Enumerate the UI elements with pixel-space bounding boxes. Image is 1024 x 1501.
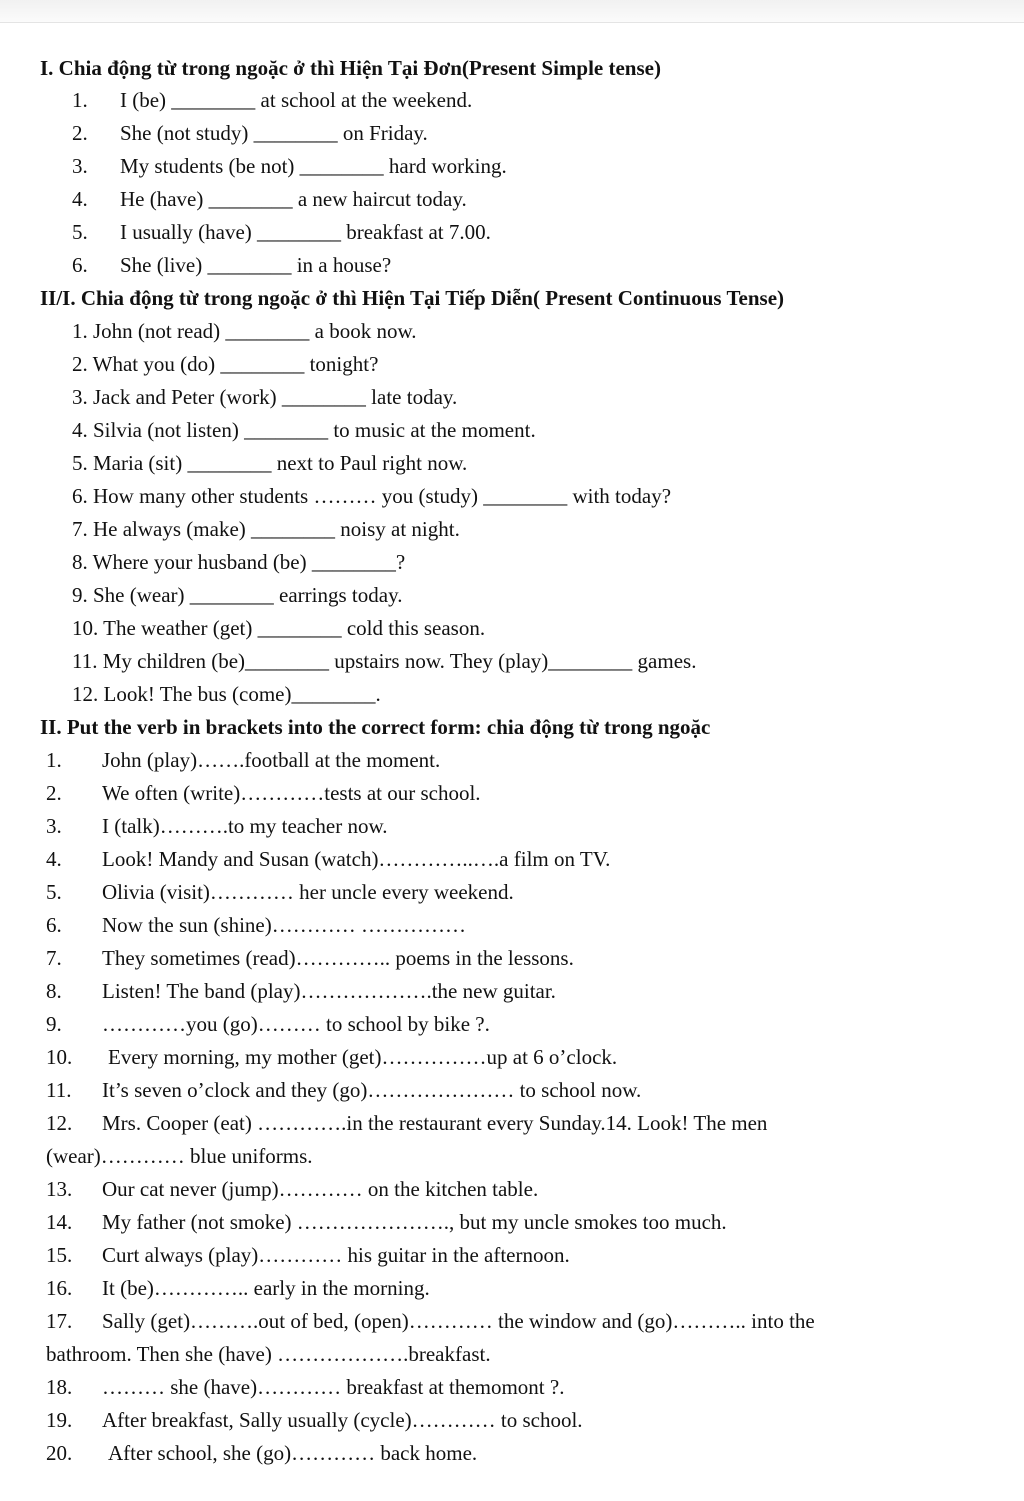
item-number: 9.: [46, 1012, 62, 1036]
item-number: 2.: [46, 781, 62, 805]
s2-item-7: 7. He always (make) ________ noisy at night.: [72, 517, 460, 541]
s2-item-8: 8. Where your husband (be) ________?: [72, 550, 406, 574]
item-number: 5.: [72, 220, 88, 244]
item-number: 1.: [46, 748, 62, 772]
item-number: 10.: [46, 1045, 73, 1069]
item-number: 18.: [46, 1375, 73, 1399]
s2-item-2: 2. What you (do) ________ tonight?: [72, 352, 379, 376]
s2-item-4: 4. Silvia (not listen) ________ to music at the moment.: [72, 418, 536, 442]
s2-item-12: 12. Look! The bus (come)________.: [72, 682, 381, 706]
item-text: Listen! The band (play)……………….the new guitar.: [102, 979, 556, 1003]
item-text: They sometimes (read)………….. poems in the lessons.: [102, 946, 574, 970]
item-number: 2.: [72, 121, 88, 145]
item-number: 7.: [46, 946, 62, 970]
item-text: After school, she (go)………… back home.: [108, 1441, 478, 1465]
item-text: She (live) ________ in a house?: [120, 253, 392, 277]
item-number: 5.: [46, 880, 62, 904]
item-number: 1.: [72, 88, 88, 112]
item-text: It (be)………….. early in the morning.: [102, 1276, 430, 1300]
item-text: John (play)…….football at the moment.: [102, 748, 441, 772]
s2-item-3: 3. Jack and Peter (work) ________ late today.: [72, 385, 458, 409]
item-text: My father (not smoke) …………………., but my uncle smokes too much.: [102, 1210, 727, 1234]
item-number: 15.: [46, 1243, 73, 1267]
item-number: 3.: [72, 154, 88, 178]
s2-item-10: 10. The weather (get) ________ cold this season.: [72, 616, 486, 640]
section-3-heading: II. Put the verb in brackets into the correct form: chia động từ trong ngoặc: [40, 715, 711, 739]
item-text: Olivia (visit)………… her uncle every weekend.: [102, 880, 514, 904]
item-text: Sally (get)……….out of bed, (open)………… the window and (go)……….. into the: [102, 1309, 815, 1333]
item-text: I (be) ________ at school at the weekend.: [120, 88, 473, 112]
item-text: …………you (go)……… to school by bike ?.: [102, 1012, 490, 1036]
item-number: 4.: [46, 847, 62, 871]
section-1-heading: I. Chia động từ trong ngoặc ở thì Hiện Tại Đơn(Present Simple tense): [40, 56, 661, 80]
item-number: 13.: [46, 1177, 73, 1201]
item-number: 3.: [46, 814, 62, 838]
item-number: 17.: [46, 1309, 73, 1333]
item-number: 8.: [46, 979, 62, 1003]
item-text: Now the sun (shine)………… ……………: [102, 913, 466, 937]
section-2-heading: II/I. Chia động từ trong ngoặc ở thì Hiện Tại Tiếp Diễn( Present Continuous Tense): [40, 286, 785, 310]
item-number: 12.: [46, 1111, 73, 1135]
item-text: I (talk)……….to my teacher now.: [102, 814, 388, 838]
s2-item-9: 9. She (wear) ________ earrings today.: [72, 583, 403, 607]
item-number: 14.: [46, 1210, 73, 1234]
item-number: 19.: [46, 1408, 73, 1432]
item-text: I usually (have) ________ breakfast at 7.00.: [120, 220, 491, 244]
item-text: ……… she (have)………… breakfast at themomont ?.: [102, 1375, 565, 1399]
item-text: We often (write)…………tests at our school.: [102, 781, 481, 805]
item-number: 16.: [46, 1276, 73, 1300]
item-text: She (not study) ________ on Friday.: [120, 121, 428, 145]
item-text: My students (be not) ________ hard working.: [120, 154, 507, 178]
item-number: 4.: [72, 187, 88, 211]
s2-item-5: 5. Maria (sit) ________ next to Paul right now.: [72, 451, 468, 475]
item-number: 11.: [46, 1078, 72, 1102]
item-text: Our cat never (jump)………… on the kitchen table.: [102, 1177, 539, 1201]
s2-item-6: 6. How many other students ……… you (study) ________ with today?: [72, 484, 672, 508]
item-text: Every morning, my mother (get)……………up at 6 o’clock.: [108, 1045, 618, 1069]
item-number: 20.: [46, 1441, 73, 1465]
item-number: 6.: [72, 253, 88, 277]
s3-item-12-continuation: (wear)………… blue uniforms.: [46, 1144, 313, 1168]
item-text: Mrs. Cooper (eat) ………….in the restaurant every Sunday.14. Look! The men: [102, 1111, 768, 1135]
s2-item-11: 11. My children (be)________ upstairs now. They (play)________ games.: [72, 649, 697, 673]
s2-item-1: 1. John (not read) ________ a book now.: [72, 319, 417, 343]
item-number: 6.: [46, 913, 62, 937]
item-text: Look! Mandy and Susan (watch)…………..….a film on TV.: [102, 847, 611, 871]
item-text: Curt always (play)………… his guitar in the afternoon.: [102, 1243, 570, 1267]
item-text: It’s seven o’clock and they (go)………………… to school now.: [102, 1078, 642, 1102]
s3-item-17-continuation: bathroom. Then she (have) ……………….breakfast.: [46, 1342, 491, 1366]
item-text: After breakfast, Sally usually (cycle)………… to school.: [102, 1408, 583, 1432]
item-text: He (have) ________ a new haircut today.: [120, 187, 467, 211]
